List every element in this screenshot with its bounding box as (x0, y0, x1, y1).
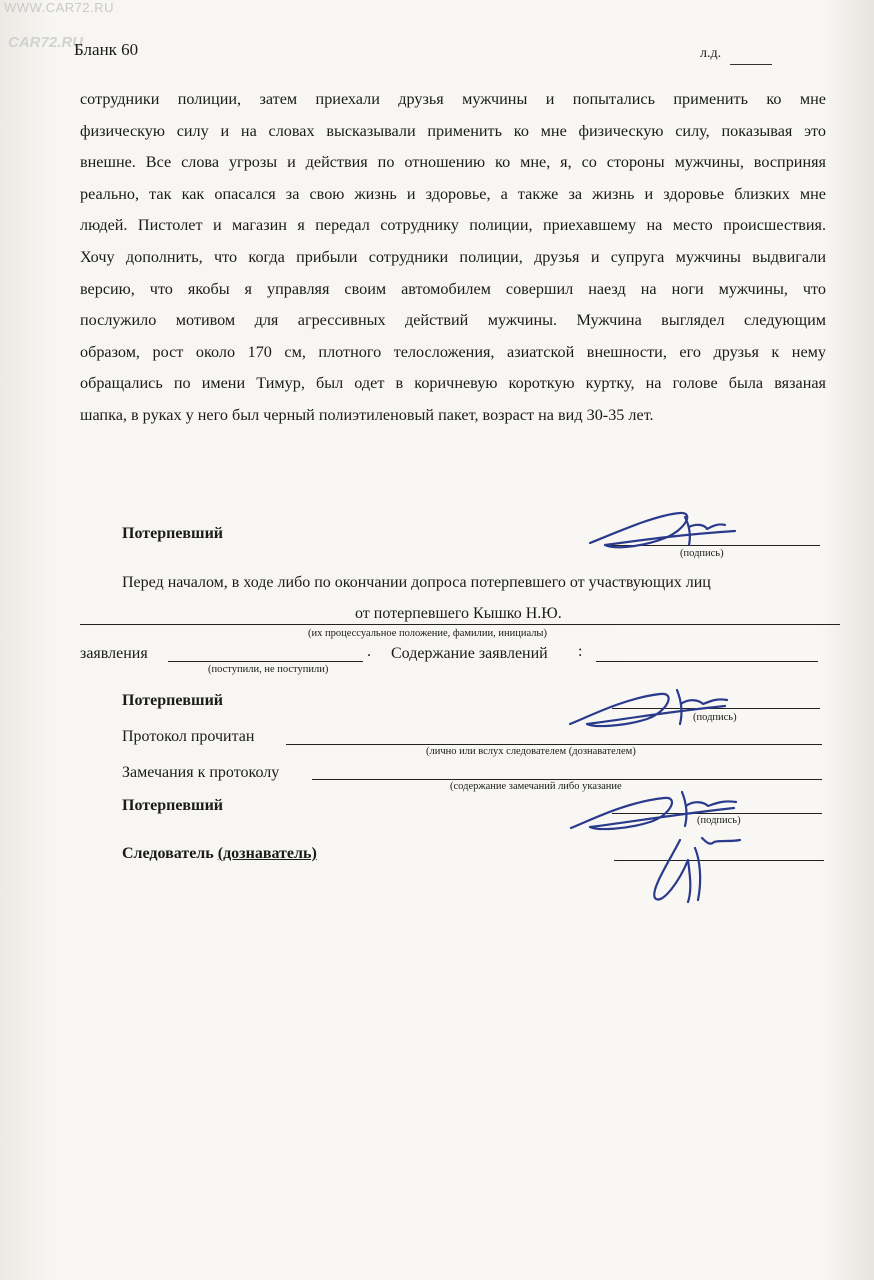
investigator-inquirer: (дознаватель) (217, 845, 317, 862)
testimony-line: внешне. Все слова угрозы и действия по отношению ко мне, я, со стороны мужчины, восприняя (80, 153, 826, 172)
statements-caption: (поступили, не поступили) (208, 664, 329, 675)
watermark-logo: CAR72.RU (8, 34, 84, 51)
testimony-line: Хочу дополнить, что когда прибыли сотрудники полиции, друзья и супруга мужчины выдвигали (80, 247, 826, 266)
testimony-line: шапка, в руках у него был черный полиэтиленовый пакет, возраст на вид 30-35 лет. (80, 405, 654, 424)
signature-caption-2: (подпись) (693, 712, 737, 723)
victim-label-1: Потерпевший (122, 525, 223, 542)
testimony-text (80, 84, 826, 432)
investigator-title: Следователь (122, 845, 218, 862)
watermark-site: WWW.CAR72.RU (4, 0, 114, 15)
testimony-line: сотрудники полиции, затем приехали друзья мужчины и попытались применить ко мне (80, 90, 826, 108)
participants-value: от потерпевшего Кышко Н.Ю. (355, 605, 562, 622)
statements-line (168, 661, 363, 662)
victim-label-3: Потерпевший (122, 797, 223, 814)
statements-label: заявления (80, 645, 148, 662)
testimony-line: физическую силу и на словах высказывали применить ко мне физическую силу, показывая это (80, 121, 826, 140)
investigator-signature (640, 820, 750, 905)
protocol-read-label: Протокол прочитан (122, 728, 255, 745)
participants-line (80, 624, 840, 625)
testimony-line: людей. Пистолет и магазин я передал сотруднику полиции, приехавшему на место происшествия. (80, 216, 826, 235)
content-label: Содержание заявлений (391, 645, 548, 662)
protocol-read-caption: (лично или вслух следователем (дознавателем) (426, 746, 636, 757)
participants-caption: (их процессуальное положение, фамилии, инициалы) (308, 628, 547, 639)
signature-caption-1: (подпись) (680, 548, 724, 559)
form-number: Бланк 60 (74, 40, 139, 59)
content-line (596, 661, 818, 662)
content-colon: : (578, 643, 583, 660)
investigator-label (122, 845, 317, 863)
signature-1 (585, 505, 745, 555)
victim-label-2: Потерпевший (122, 692, 223, 709)
statements-dot: . (367, 643, 371, 660)
testimony-line: обращались по имени Тимур, был одет в коричневую короткую куртку, на голове была вязаная (80, 374, 826, 393)
signature-caption-3: (подпись) (697, 815, 741, 826)
signature-2 (565, 682, 735, 732)
testimony-line: версию, что якобы я управляя своим автомобилем совершил наезд на ноги мужчины, что (80, 279, 826, 298)
testimony-line: образом, рост около 170 см, плотного телосложения, азиатской внешности, его друзья к нему (80, 342, 826, 361)
testimony-line: послужило мотивом для агрессивных действий мужчины. Мужчина выглядел следующим (80, 311, 826, 330)
sheet-label: л.д. (700, 46, 722, 61)
testimony-line: реально, так как опасался за свою жизнь и здоровье, а также за жизнь и здоровье близких мне (80, 184, 826, 203)
sheet-number-line (730, 64, 772, 65)
interrogation-text: Перед началом, в ходе либо по окончании допроса потерпевшего от участвующих лиц (122, 574, 711, 591)
remarks-line (312, 779, 822, 780)
protocol-read-line (286, 744, 822, 745)
remarks-caption: (содержание замечаний либо указание (450, 781, 622, 792)
remarks-label: Замечания к протоколу (122, 764, 280, 781)
